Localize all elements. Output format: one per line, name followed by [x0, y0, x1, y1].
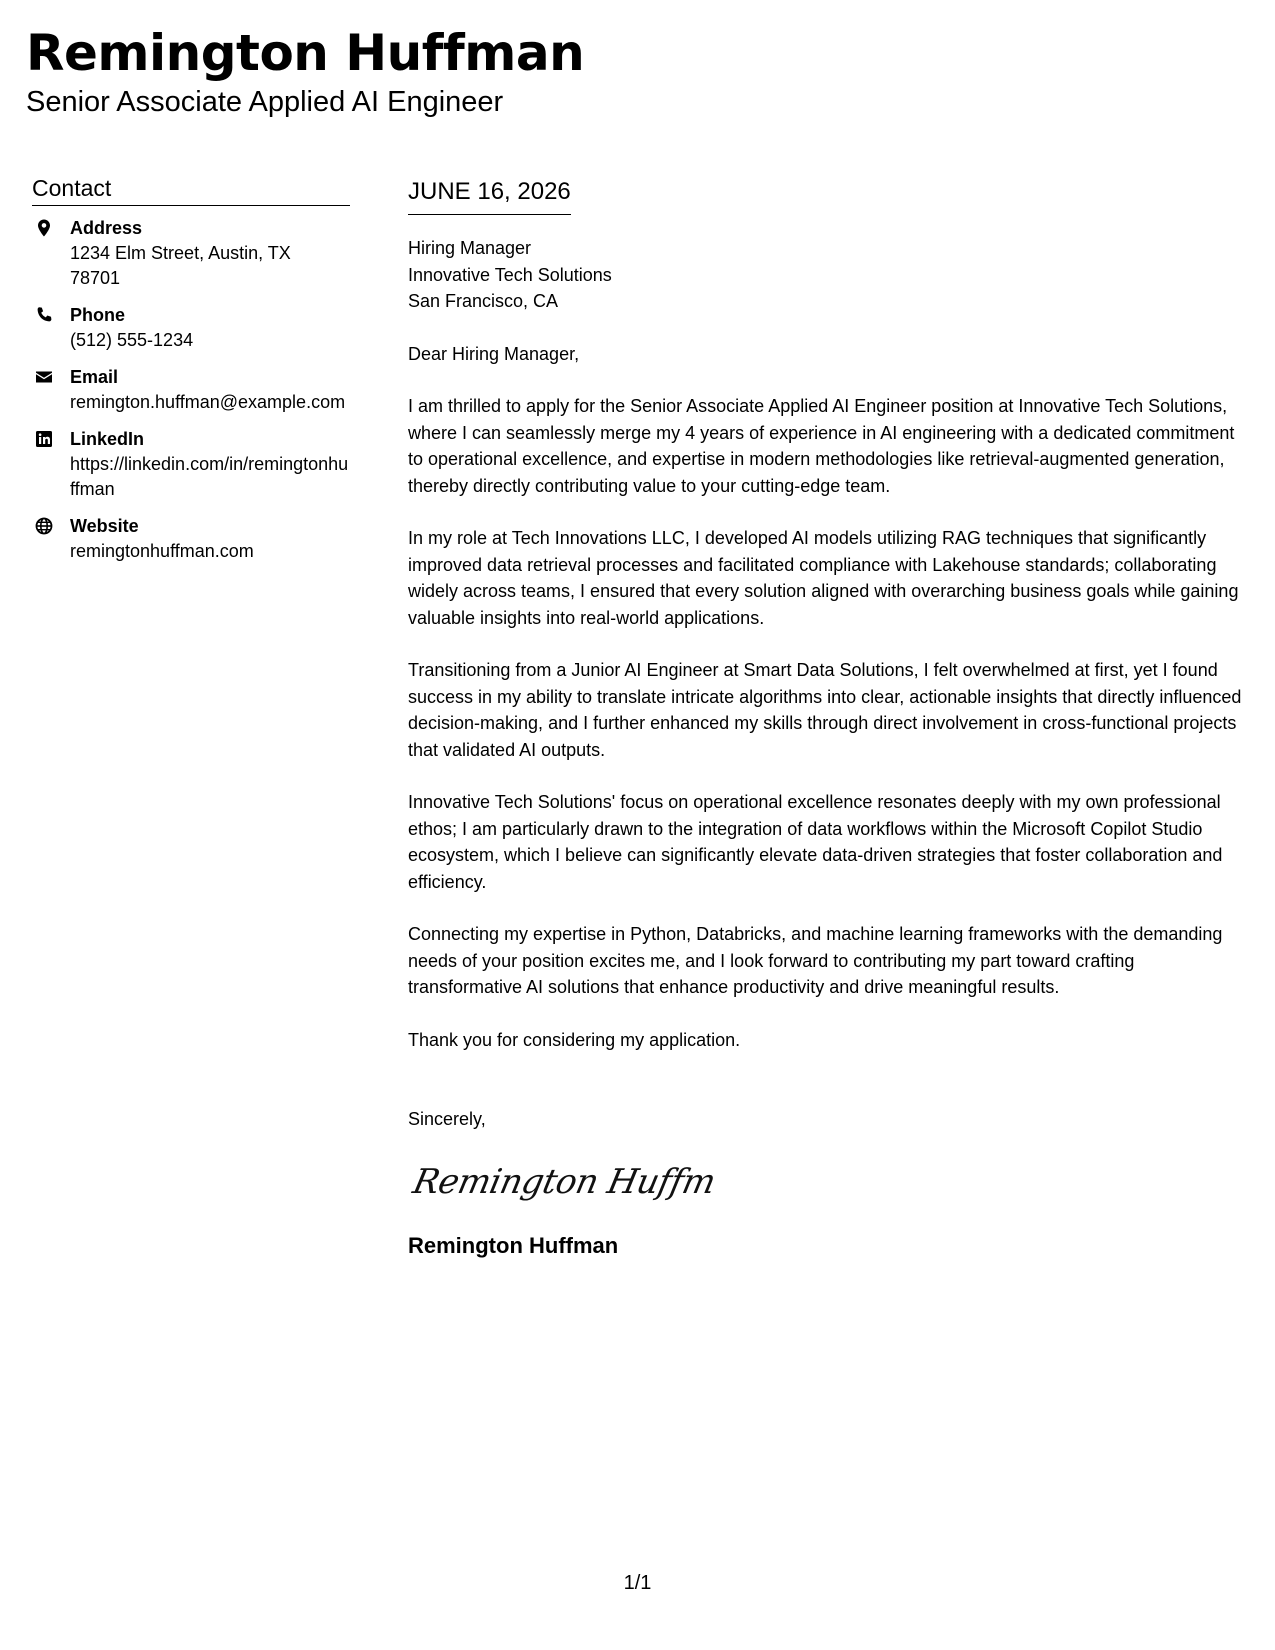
linkedin-icon — [34, 429, 54, 449]
contact-item-email — [32, 365, 350, 415]
body-paragraph: Connecting my expertise in Python, Databricks, and machine learning frameworks with the demanding needs of your position excites me, and I look forward to contributing my part toward crafting transformative AI solutions that enhance productivity and drive meaningful results. — [408, 924, 1223, 997]
closing-thanks: Thank you for considering my application. — [408, 1029, 741, 1050]
applicant-name: Remington Huffman — [26, 24, 585, 82]
envelope-icon — [34, 367, 54, 387]
contact-label: Address — [70, 218, 143, 238]
contact-sidebar — [32, 174, 350, 576]
globe-icon — [34, 516, 54, 536]
letter-date: JUNE 16, 2026 — [408, 176, 571, 215]
recipient-line: Hiring Manager — [408, 238, 532, 258]
signer-name: Remington Huffman — [408, 1232, 619, 1258]
address-value: 1234 Elm Street, Austin, TX 78701 — [70, 243, 291, 288]
body-paragraph: I am thrilled to apply for the Senior Associate Applied AI Engineer position at Innovative Tech Solutions, where I can seamlessly merge my 4 years of experience in AI engineering with a dedicated commitment to operational excellence, and expertise in modern methodologies like retrieval-augmented generation, thereby directly contributing value to your cutting-edge team. — [408, 396, 1235, 496]
recipient-line: Innovative Tech Solutions — [408, 264, 612, 285]
recipient-line: San Francisco, CA — [408, 291, 559, 311]
contact-label: Website — [70, 516, 139, 536]
applicant-title: Senior Associate Applied AI Engineer — [26, 86, 504, 118]
contact-item-linkedin — [32, 427, 350, 502]
body-paragraph: Innovative Tech Solutions' focus on operational excellence resonates deeply with my own professional ethos; I am particularly drawn to the integration of data workflows within the Microsoft Copilot Studio ecosystem, which I believe can significantly elevate data-driven strategies that foster collaboration and efficiency. — [408, 792, 1223, 892]
body-paragraph: Transitioning from a Junior AI Engineer at Smart Data Solutions, I felt overwhelmed at first, yet I found success in my ability to translate intricate algorithms into clear, actionable insights that directly influenced decision-making, and I further enhanced my skills through direct involvement in cross-functional projects that validated AI outputs. — [408, 660, 1242, 760]
contact-item-phone — [32, 303, 350, 353]
sign-off: Sincerely, — [408, 1109, 486, 1129]
contact-label: LinkedIn — [70, 429, 145, 449]
handwritten-signature: Remington Huffm — [409, 1161, 719, 1202]
phone-icon — [34, 305, 54, 325]
linkedin-value[interactable]: https://linkedin.com/in/remingtonhuffman — [70, 454, 349, 499]
contact-heading: Contact — [32, 174, 350, 206]
page-number: 1/1 — [623, 1572, 652, 1594]
contact-label: Email — [70, 367, 119, 387]
website-value[interactable]: remingtonhuffman.com — [70, 541, 254, 561]
email-value[interactable]: remington.huffman@example.com — [70, 392, 346, 412]
contact-label: Phone — [70, 305, 126, 325]
letter-body — [408, 176, 1248, 1261]
letter-header — [26, 22, 584, 120]
greeting: Dear Hiring Manager, — [408, 343, 580, 364]
contact-item-address — [32, 216, 350, 291]
phone-value: (512) 555-1234 — [70, 330, 194, 350]
body-paragraph: In my role at Tech Innovations LLC, I developed AI models utilizing RAG techniques that significantly improved data retrieval processes and facilitated compliance with Lakehouse standards; collaborating widely across teams, I ensured that every solution aligned with overarching business goals while gaining valuable insights into real-world applications. — [408, 528, 1239, 628]
contact-item-website — [32, 514, 350, 564]
recipient-block — [408, 235, 1248, 315]
map-pin-icon — [34, 218, 54, 238]
